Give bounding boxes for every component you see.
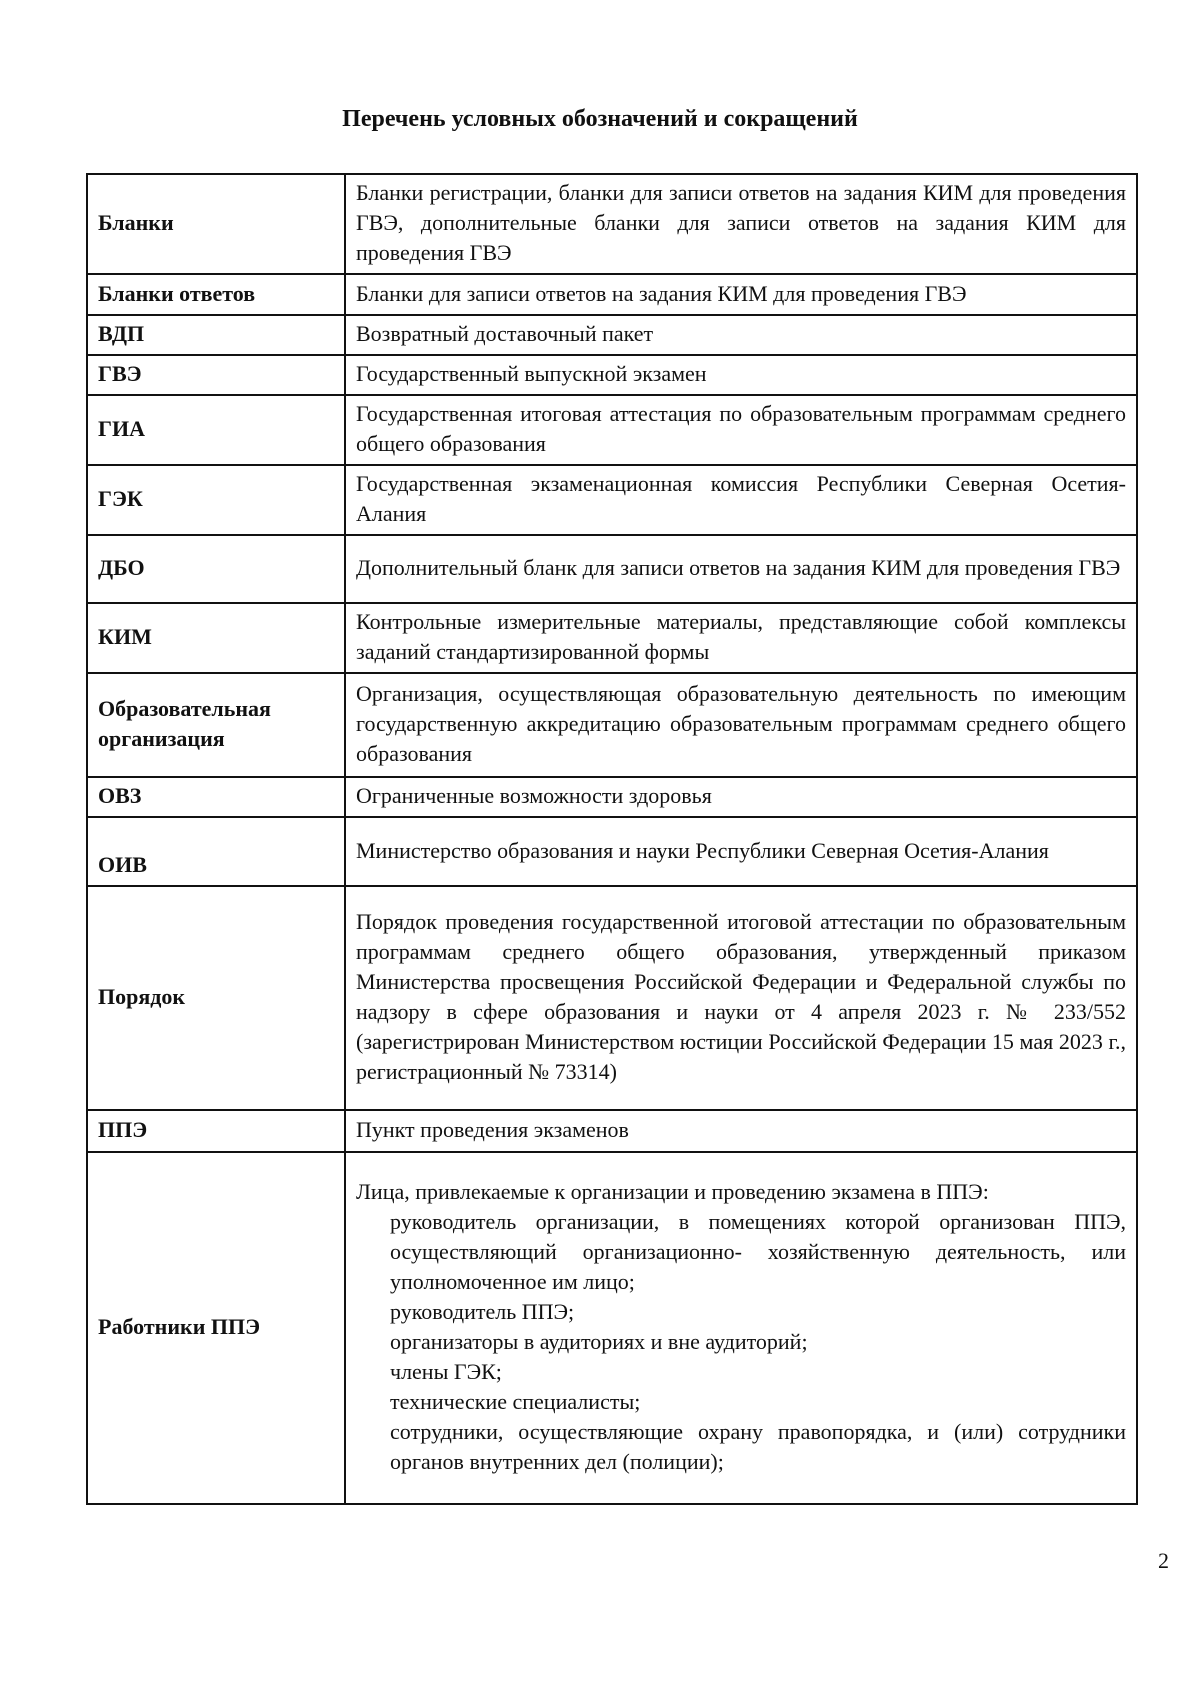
definition-cell: Контрольные измерительные материалы, представляющие собой комплексы заданий стандартизированной формы	[345, 603, 1137, 673]
table-row	[87, 1152, 1137, 1504]
term-cell: Образовательная организация	[87, 673, 345, 777]
term-cell: Бланки	[87, 174, 345, 274]
definition-cell: Ограниченные возможности здоровья	[345, 777, 1137, 817]
definition-cell	[345, 1152, 1137, 1504]
definition-cell: Министерство образования и науки Республики Северная Осетия-Алания	[345, 817, 1137, 886]
list-item: руководитель организации, в помещениях которой организован ППЭ, осуществляющий организационно- хозяйственную деятельность, или уполномоченное им лицо;	[390, 1209, 1126, 1294]
table-row	[87, 174, 1137, 274]
table-row	[87, 465, 1137, 535]
list-item: технические специалисты;	[390, 1389, 641, 1414]
table-row	[87, 315, 1137, 355]
definition-cell: Пункт проведения экзаменов	[345, 1110, 1137, 1152]
table-row	[87, 603, 1137, 673]
term-cell: ВДП	[87, 315, 345, 355]
list-item: члены ГЭК;	[390, 1359, 502, 1384]
list-item: руководитель ППЭ;	[390, 1299, 575, 1324]
term-cell: ДБО	[87, 535, 345, 603]
list-item: сотрудники, осуществляющие охрану правопорядка, и (или) сотрудники органов внутренних дел (полиции);	[390, 1419, 1126, 1474]
table-row	[87, 274, 1137, 315]
definition-cell: Государственный выпускной экзамен	[345, 355, 1137, 395]
abbreviations-table	[86, 173, 1138, 1505]
definition-cell: Порядок проведения государственной итоговой аттестации по образовательным программам среднего общего образования, утвержденный приказом Министерства просвещения Российской Федерации и Федеральной службы по надзору в сфере образования и науки от 4 апреля 2023 г. № 233/552 (зарегистрирован Министерством юстиции Российской Федерации 15 мая 2023 г., регистрационный № 73314)	[345, 886, 1137, 1110]
table-row	[87, 817, 1137, 886]
page-title: Перечень условных обозначений и сокращений	[342, 106, 858, 132]
table-row	[87, 1110, 1137, 1152]
page-number: 2	[1158, 1548, 1169, 1573]
definition-cell: Государственная итоговая аттестация по образовательным программам среднего общего образования	[345, 395, 1137, 465]
term-cell: ОИВ	[87, 817, 345, 886]
definition-cell: Возвратный доставочный пакет	[345, 315, 1137, 355]
term-cell: ППЭ	[87, 1110, 345, 1152]
table-row	[87, 395, 1137, 465]
table-row	[87, 673, 1137, 777]
table-row	[87, 535, 1137, 603]
definition-cell: Бланки регистрации, бланки для записи ответов на задания КИМ для проведения ГВЭ, дополнительные бланки для записи ответов на задания КИМ для проведения ГВЭ	[345, 174, 1137, 274]
definition-cell: Организация, осуществляющая образовательную деятельность по имеющим государственную аккредитацию образовательным программам среднего общего образования	[345, 673, 1137, 777]
term-cell: Бланки ответов	[87, 274, 345, 315]
definition-intro: Лица, привлекаемые к организации и проведению экзамена в ППЭ:	[356, 1179, 989, 1204]
term-cell: Порядок	[87, 886, 345, 1110]
term-cell: КИМ	[87, 603, 345, 673]
table-row	[87, 777, 1137, 817]
definition-cell: Бланки для записи ответов на задания КИМ для проведения ГВЭ	[345, 274, 1137, 315]
table-row	[87, 886, 1137, 1110]
list-item: организаторы в аудиториях и вне аудиторий;	[390, 1329, 808, 1354]
term-cell: Работники ППЭ	[87, 1152, 345, 1504]
term-cell: ГИА	[87, 395, 345, 465]
term-cell: ГВЭ	[87, 355, 345, 395]
definition-cell: Государственная экзаменационная комиссия Республики Северная Осетия-Алания	[345, 465, 1137, 535]
definition-cell: Дополнительный бланк для записи ответов на задания КИМ для проведения ГВЭ	[345, 535, 1137, 603]
term-cell: ОВЗ	[87, 777, 345, 817]
term-cell: ГЭК	[87, 465, 345, 535]
table-row	[87, 355, 1137, 395]
